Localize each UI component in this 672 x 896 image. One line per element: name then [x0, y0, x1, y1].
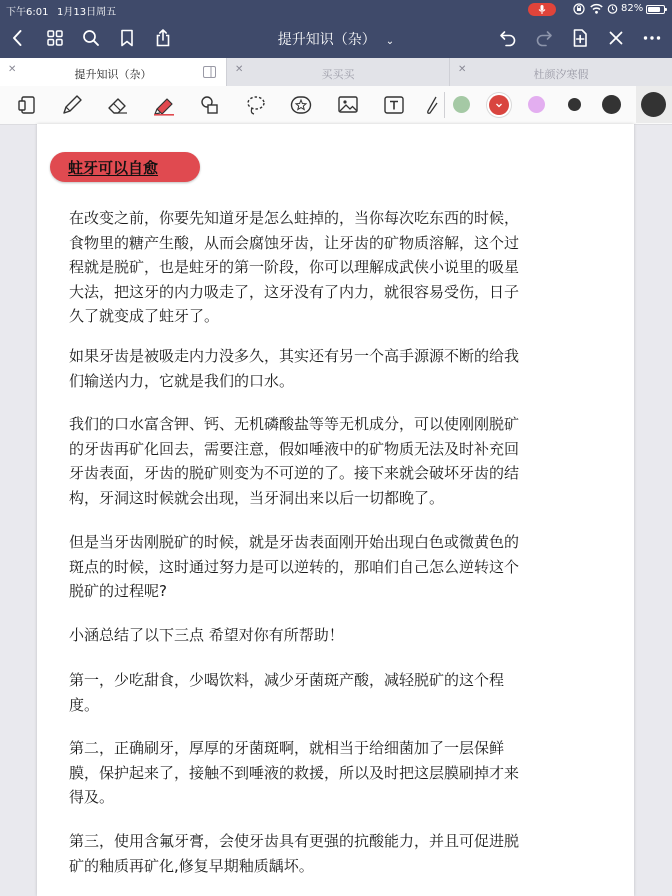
status-bar: [0, 0, 672, 18]
paragraph-line: 但是当牙齿刚脱矿的时候，就是牙齿表面刚开始出现白色或微黄色的: [69, 533, 520, 551]
note-paragraph: [69, 623, 599, 648]
highlighter-icon[interactable]: [152, 94, 176, 116]
tab-notebook[interactable]: [226, 58, 449, 86]
paragraph-line: 程就是脱矿，也是蛀牙的第一阶段，你可以理解成武侠小说里的吸星: [69, 258, 520, 276]
tab-close-icon[interactable]: ✕: [458, 64, 467, 75]
paragraph-line: 久了就变成了蛀牙了。: [69, 307, 220, 325]
more-icon[interactable]: [642, 28, 662, 48]
paragraph-line: 的牙齿再矿化回去，需要注意，假如唾液中的矿物质无法及时补充回: [69, 439, 520, 458]
chevron-down-icon: ⌄: [385, 36, 395, 47]
status-date: 1月13日周五: [57, 7, 117, 18]
paragraph-line: 如果牙齿是被吸走内力没多久，其实还有另一个高手源源不断的给我: [69, 347, 520, 365]
lasso-icon[interactable]: [244, 94, 268, 116]
image-icon[interactable]: [336, 94, 360, 116]
note-page[interactable]: [37, 124, 634, 896]
paragraph-line: 们输送内力，它就是我们的口水。: [69, 371, 295, 390]
status-time: 下午6:01: [6, 7, 49, 18]
microphone-icon: [528, 3, 556, 16]
text-icon[interactable]: [382, 94, 406, 116]
note-paragraph: [69, 829, 599, 878]
eraser-icon[interactable]: [106, 94, 130, 116]
paragraph-line: 斑点的时候，这时通过努力是可以逆转的，那咱们自己怎么逆转这个: [69, 557, 520, 576]
tab-label: 提升知识（杂）: [74, 68, 152, 81]
tab-close-icon[interactable]: ✕: [8, 64, 17, 75]
undo-icon[interactable]: [498, 28, 518, 48]
note-paragraph: [69, 206, 599, 329]
stroke-size-large-selected[interactable]: [636, 86, 672, 123]
paragraph-line: 大法，把这牙的内力吸走了，这牙没有了内力，就很容易受伤，日子: [69, 282, 520, 301]
note-heading: 蛀牙可以自愈: [68, 159, 159, 177]
sticker-icon[interactable]: [289, 94, 313, 116]
tab-notebook-active[interactable]: [0, 58, 226, 86]
highlighted-heading: [50, 152, 200, 182]
note-paragraph: [69, 344, 599, 393]
paragraph-line: 得及。: [69, 788, 115, 806]
shapes-icon[interactable]: [198, 94, 222, 116]
paragraph-line: 膜，保护起来了，接触不到唾液的救援，所以及时把这层膜刷掉才来: [69, 763, 520, 782]
alarm-icon: [607, 3, 618, 14]
tab-label: 杜颜汐寒假: [533, 68, 589, 81]
paragraph-line: 脱矿的过程呢?: [69, 582, 167, 600]
pen-icon[interactable]: [60, 94, 84, 116]
page-view-icon[interactable]: [16, 94, 40, 116]
color-swatch-red-selected[interactable]: [489, 95, 509, 115]
document-tab-bar: [0, 58, 672, 86]
paragraph-line: 第一，少吃甜食，少喝饮料，减少牙菌斑产酸，减轻脱矿的这个程: [69, 671, 505, 689]
stroke-size-small[interactable]: [568, 98, 581, 111]
paragraph-line: 小涵总结了以下三点 希望对你有所帮助！: [69, 626, 344, 644]
tab-close-icon[interactable]: ✕: [235, 64, 244, 75]
add-page-icon[interactable]: [570, 28, 590, 48]
lock-rotation-icon: [573, 3, 585, 15]
color-swatch-lavender[interactable]: [528, 96, 545, 113]
split-window-icon[interactable]: [203, 66, 216, 78]
paragraph-line: 牙齿表面，牙齿的脱矿则变为不可逆的了。接下来就会破坏牙齿的结: [69, 464, 520, 482]
note-paragraph: [69, 736, 599, 810]
chevron-down-icon: [489, 95, 509, 115]
note-paragraph: [69, 668, 599, 717]
notebook-title-text: 提升知识（杂）: [277, 32, 376, 48]
note-paragraph: [69, 412, 599, 510]
note-paragraph: [69, 530, 599, 604]
close-icon[interactable]: [606, 28, 626, 48]
battery-percent: 82%: [621, 3, 644, 14]
paragraph-line: 第二，正确刷牙，厚厚的牙菌斑啊，就相当于给细菌加了一层保鲜: [69, 739, 505, 757]
tab-notebook[interactable]: [449, 58, 672, 86]
paragraph-line: 构，牙洞这时候就会出现，当牙洞出来以后一切都晚了。: [69, 488, 445, 507]
wifi-icon: [590, 3, 603, 14]
navigation-bar: [0, 18, 672, 58]
drawing-toolbar: [0, 86, 672, 125]
paragraph-line: 我们的口水富含钾、钙、无机磷酸盐等等无机成分，可以使刚刚脱矿: [69, 415, 520, 433]
paragraph-line: 第三，使用含氟牙膏，会使牙齿具有更强的抗酸能力，并且可促进脱: [69, 832, 520, 850]
laser-icon[interactable]: [424, 94, 438, 116]
paragraph-line: 食物里的糖产生酸，从而会腐蚀牙齿，让牙齿的矿物质溶解，这个过: [69, 233, 520, 252]
stroke-size-medium[interactable]: [602, 95, 621, 114]
battery-icon: [646, 5, 665, 14]
toolbar-divider: [444, 92, 445, 118]
tab-label: 买买买: [321, 68, 355, 81]
paragraph-line: 矿的釉质再矿化,修复早期釉质龋坏。: [69, 856, 314, 875]
redo-icon[interactable]: [534, 28, 554, 48]
paragraph-line: 在改变之前，你要先知道牙是怎么蛀掉的，当你每次吃东西的时候，: [69, 209, 520, 227]
color-swatch-sage-green[interactable]: [453, 96, 470, 113]
paragraph-line: 度。: [69, 695, 100, 714]
